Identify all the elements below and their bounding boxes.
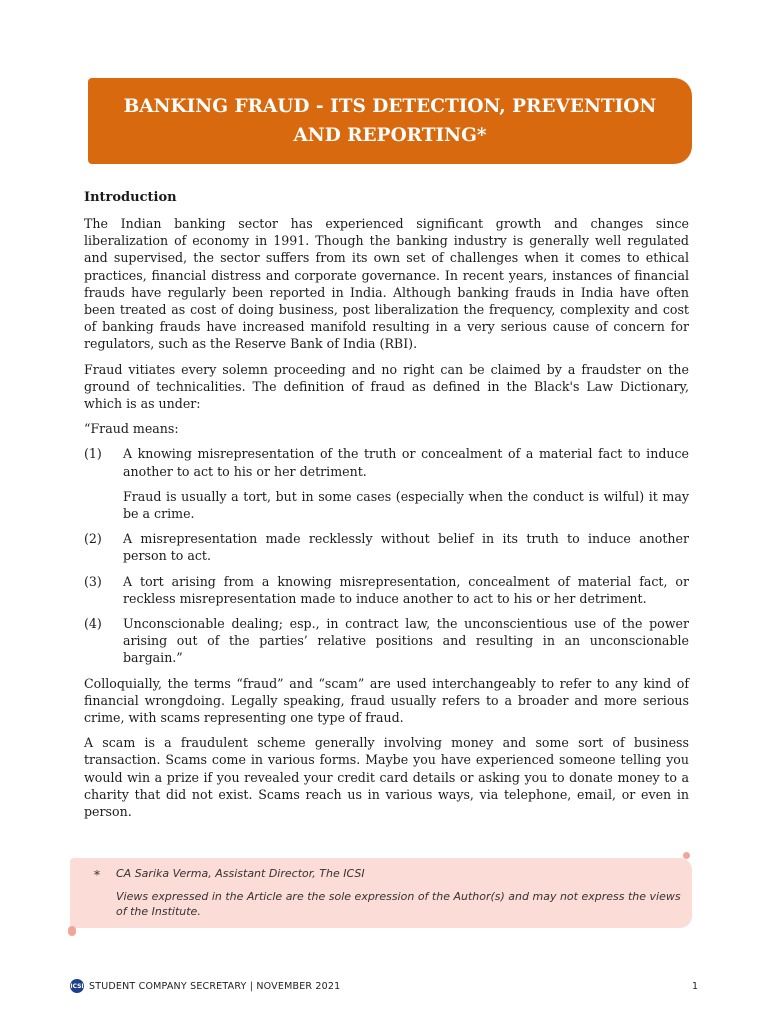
article-body [84,189,689,828]
paragraph-colloquial: Colloquially, the terms “fraud” and “scam” are used interchangeably to refer to any kind of financial wrongdoing. Legally speaking, fraud usually refers to a broader and more serious crime, with scams representing one type of fraud. [84,675,689,726]
paragraph-fraud-means: “Fraud means: [84,421,179,437]
icsi-logo-icon: ICSI [70,979,84,993]
title-line-2: AND REPORTING* [293,125,487,146]
definition-body [123,530,689,564]
page-number: 1 [691,980,698,992]
page-footer [70,978,698,994]
publication-name: STUDENT COMPANY SECRETARY | NOVEMBER 2021 [89,980,341,992]
footnote-author: CA Sarika Verma, Assistant Director, The ICSI [116,867,365,880]
article-title [120,92,660,150]
footnote-decoration [68,926,76,936]
title-banner [88,78,692,164]
definition-number: (2) [84,531,102,547]
definition-body [123,445,689,522]
footnote-decoration [683,852,690,859]
definition-item [84,445,689,522]
definition-body [123,615,689,667]
definition-number: (1) [84,446,102,462]
footnote-box [70,858,692,928]
definition-body [123,573,689,607]
definition-item [84,530,689,564]
definition-text: Unconscionable dealing; esp., in contract law, the unconscientious use of the power arising out of the parties’ relative positions and resulting in an unconscionable bargain.” [123,616,689,666]
definition-number: (4) [84,616,102,632]
definition-item [84,615,689,667]
paragraph-intro: The Indian banking sector has experienced significant growth and changes since liberalization of economy in 1991. Though the banking industry is generally well regulated and supervised, the sector suffers from its own set of challenges when it comes to ethical practices, financial distress and corporate governance. In recent years, instances of financial frauds have regularly been reported in India. Although banking frauds in India have often been treated as cost of doing business, post liberalization the frequency, complexity and cost of banking frauds have increased manifold resulting in a very serious cause of concern for regulators, such as the Reserve Bank of India (RBI). [84,216,689,352]
definition-text: A knowing misrepresentation of the truth or concealment of a material fact to induce another to act to his or her detriment. [123,446,689,479]
footnote-marker: * [94,868,100,882]
paragraph-scam: A scam is a fraudulent scheme generally involving money and some sort of business transaction. Scams come in various forms. Maybe you have experienced someone telling you would win a prize if you revealed your credit card details or asking you to donate money to a charity that did not exist. Scams reach us in various ways, via telephone, email, or even in person. [84,735,689,820]
title-line-1: BANKING FRAUD - ITS DETECTION, PREVENTION [123,96,657,117]
definition-subtext: Fraud is usually a tort, but in some cases (especially when the conduct is wilful) it may be a crime. [123,488,689,522]
definition-number: (3) [84,573,102,589]
definition-text: A misrepresentation made recklessly without belief in its truth to induce another person to act. [123,531,689,564]
definition-text: A tort arising from a knowing misrepresentation, concealment of material fact, or reckless misrepresentation made to induce another to act to his or her detriment. [123,573,689,606]
section-heading: Introduction [84,190,177,205]
definition-list [84,445,689,666]
footnote-disclaimer: Views expressed in the Article are the sole expression of the Author(s) and may not express the views of the Institute. [116,890,681,918]
paragraph-fraud-definition: Fraud vitiates every solemn proceeding and no right can be claimed by a fraudster on the ground of technicalities. The definition of fraud as defined in the Black's Law Dictionary, which is as under: [84,361,689,412]
definition-item [84,573,689,607]
